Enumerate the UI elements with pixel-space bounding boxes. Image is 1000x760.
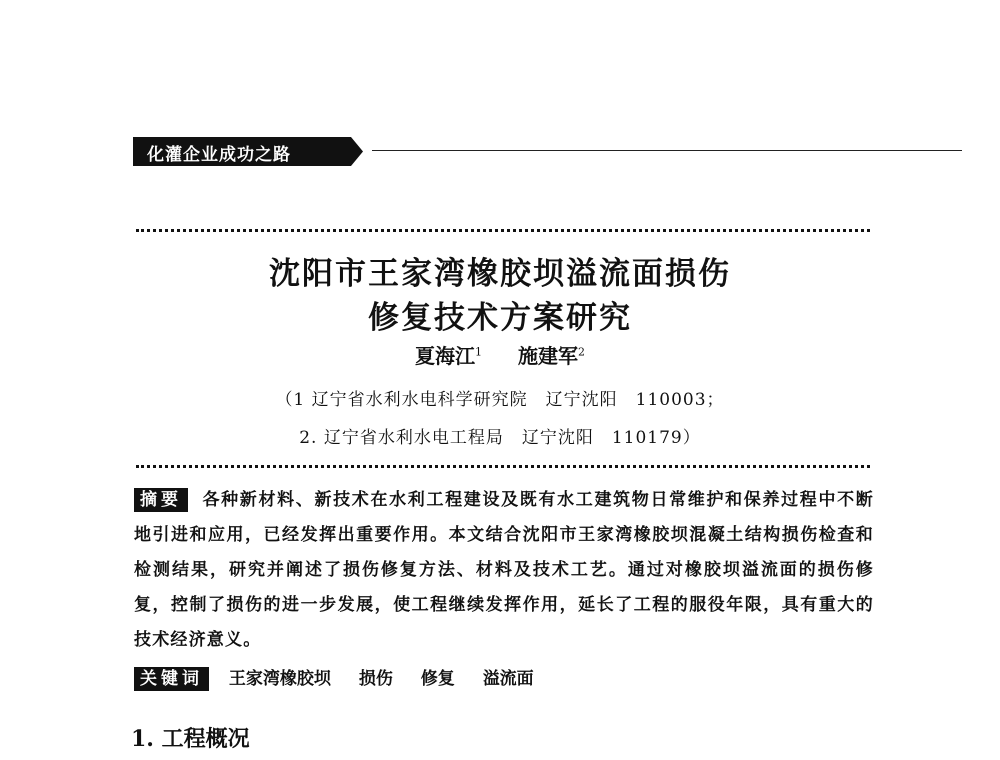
article-title-line2: 修复技术方案研究 xyxy=(368,300,632,336)
keyword: 王家湾橡胶坝 xyxy=(228,669,331,689)
affiliation-line1: （1 辽宁省水利水电科学研究院 辽宁沈阳 110003； xyxy=(275,390,725,410)
bottom-dotted-divider xyxy=(136,465,870,468)
section-heading: 1. 工程概况 xyxy=(131,726,250,752)
column-header-tab xyxy=(133,137,363,166)
abstract-text: 各种新材料、新技术在水利工程建设及既有水工建筑物日常维护和保养过程中不断地引进和应用，已经发挥出重要作用。本文结合沈阳市王家湾橡胶坝混凝土结构损伤检查和检测结果，研究并阐述了损伤修复方法、材料及技术工艺。通过对橡胶坝溢流面的损伤修复，控制了损伤的进一步发展，使工程继续发挥作用，延长了工程的服役年限，具有重大的技术经济意义。 xyxy=(134,490,874,650)
keyword: 损伤 xyxy=(358,669,393,689)
abstract-label: 摘要 xyxy=(134,488,188,512)
abstract xyxy=(134,483,874,658)
article-title-line1: 沈阳市王家湾橡胶坝溢流面损伤 xyxy=(269,256,731,292)
author-affiliation-mark: 2 xyxy=(577,345,585,359)
author-affiliation-mark: 1 xyxy=(475,345,483,359)
affiliation-line2: 2. 辽宁省水利水电工程局 辽宁沈阳 110179） xyxy=(299,428,701,448)
column-header-label: 化灌企业成功之路 xyxy=(147,145,291,165)
author-name: 施建军 xyxy=(517,344,578,368)
author-name: 夏海江 xyxy=(415,344,476,368)
keyword: 溢流面 xyxy=(482,669,534,689)
keywords xyxy=(134,664,874,691)
keywords-label: 关键词 xyxy=(134,667,209,691)
header-rule xyxy=(372,150,962,151)
author-line xyxy=(0,340,1000,369)
top-dotted-divider xyxy=(136,229,870,232)
keyword: 修复 xyxy=(420,669,455,689)
